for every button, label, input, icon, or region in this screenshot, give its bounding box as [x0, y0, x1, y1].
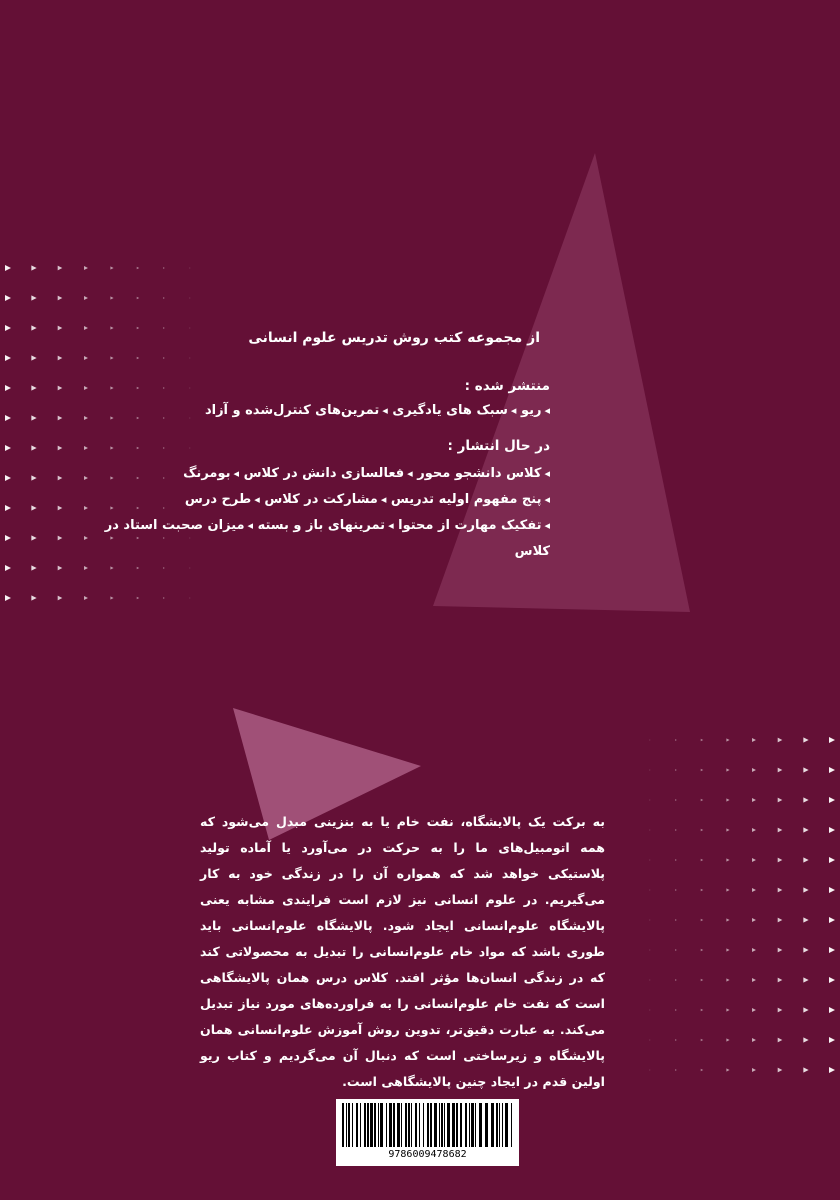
dot-mark	[829, 767, 835, 773]
dot-mark	[110, 596, 113, 599]
barcode-bar	[367, 1103, 369, 1147]
dot-mark	[701, 919, 704, 922]
barcode-bar	[401, 1103, 402, 1147]
dot-mark	[31, 475, 36, 480]
dot-mark	[675, 949, 677, 951]
dot-mark	[803, 797, 808, 802]
dot-mark	[726, 768, 729, 771]
dot-mark	[5, 565, 11, 571]
dot-mark	[31, 565, 36, 570]
dot-mark	[752, 768, 756, 772]
dot-mark	[163, 597, 165, 599]
barcode-bar	[374, 1103, 376, 1147]
dot-mark	[5, 325, 11, 331]
barcode-bar	[364, 1103, 366, 1147]
barcode	[336, 1099, 519, 1166]
dot-mark	[726, 1068, 729, 1071]
dot-mark	[675, 1009, 677, 1011]
dot-mark	[137, 357, 140, 360]
dot-mark	[829, 947, 835, 953]
dot-mark	[163, 267, 165, 269]
barcode-bar	[444, 1103, 445, 1147]
barcode-bar	[346, 1103, 347, 1147]
dot-mark	[675, 889, 677, 891]
dot-mark	[752, 918, 756, 922]
dot-mark	[31, 505, 36, 510]
barcode-bar	[465, 1103, 467, 1147]
published-item: ◂ ریو	[521, 403, 550, 418]
dot-mark	[675, 769, 677, 771]
barcode-bar	[352, 1103, 353, 1147]
dot-mark	[778, 768, 783, 773]
dot-mark	[701, 799, 704, 802]
barcode-bar	[502, 1103, 503, 1147]
dot-mark	[778, 948, 783, 953]
dot-mark	[752, 858, 756, 862]
dot-mark	[701, 859, 704, 862]
dot-mark	[778, 978, 783, 983]
dot-mark	[829, 917, 835, 923]
dot-mark	[84, 566, 88, 570]
dot-mark	[5, 415, 11, 421]
dot-mark	[58, 356, 63, 361]
dot-mark	[829, 977, 835, 983]
dot-mark	[726, 888, 729, 891]
dot-mark	[675, 919, 677, 921]
dot-mark	[163, 357, 165, 359]
dot-mark	[84, 386, 88, 390]
dot-mark	[58, 296, 63, 301]
barcode-bar	[415, 1103, 417, 1147]
dot-mark	[31, 325, 36, 330]
dot-mark	[110, 266, 113, 269]
barcode-bar	[505, 1103, 508, 1147]
in-progress-item: ◂ پنج مفهوم اولیه تدریس	[391, 492, 550, 507]
dot-mark	[675, 979, 677, 981]
dot-mark	[752, 1008, 756, 1012]
in-progress-item: ◂ میزان صحبت استاد در کلاس	[105, 518, 550, 559]
dot-mark	[649, 1009, 650, 1010]
dot-mark	[675, 799, 677, 801]
dot-mark	[701, 769, 704, 772]
dot-mark	[137, 567, 140, 570]
dot-mark	[31, 415, 36, 420]
dot-mark	[726, 858, 729, 861]
dot-mark	[752, 798, 756, 802]
dot-mark	[110, 356, 113, 359]
dot-mark	[726, 1038, 729, 1041]
dot-mark	[649, 979, 650, 980]
dot-mark	[675, 859, 677, 861]
dot-mark	[778, 1008, 783, 1013]
in-progress-item: ◂ بومرنگ	[183, 466, 239, 481]
dot-pattern-right	[649, 737, 835, 1073]
dot-mark	[701, 1039, 704, 1042]
barcode-bar	[389, 1103, 392, 1147]
barcode-bar	[491, 1103, 494, 1147]
barcode-bar	[452, 1103, 455, 1147]
dot-mark	[5, 445, 11, 451]
dot-mark	[649, 889, 650, 890]
in-progress-item: ◂ تفکیک مهارت از محتوا	[398, 518, 550, 533]
dot-mark	[31, 595, 36, 600]
barcode-bar	[469, 1103, 470, 1147]
dot-mark	[58, 266, 63, 271]
dot-mark	[726, 738, 729, 741]
barcode-bar	[460, 1103, 462, 1147]
series-title: از مجموعه کتب روش تدریس علوم انسانی	[248, 330, 540, 346]
in-progress-item: ◂ فعالسازی دانش در کلاس	[244, 466, 413, 481]
barcode-bar	[499, 1103, 500, 1147]
dot-mark	[829, 1037, 835, 1043]
dot-mark	[58, 446, 63, 451]
dot-mark	[84, 296, 88, 300]
dot-mark	[701, 1009, 704, 1012]
dot-mark	[803, 767, 808, 772]
barcode-bar	[356, 1103, 358, 1147]
dot-mark	[803, 857, 808, 862]
dot-mark	[701, 739, 704, 742]
in-progress-list	[80, 461, 550, 565]
barcode-bar	[471, 1103, 474, 1147]
dot-mark	[137, 597, 140, 600]
dot-mark	[778, 828, 783, 833]
barcode-bars	[340, 1103, 515, 1147]
dot-mark	[701, 829, 704, 832]
dot-mark	[829, 887, 835, 893]
dot-mark	[110, 296, 113, 299]
in-progress-label: در حال انتشار :	[447, 438, 550, 454]
dot-mark	[163, 567, 165, 569]
barcode-bar	[411, 1103, 412, 1147]
dot-mark	[803, 737, 808, 742]
dot-mark	[649, 1069, 650, 1070]
barcode-bar	[378, 1103, 379, 1147]
dot-mark	[58, 566, 63, 571]
dot-mark	[726, 1008, 729, 1011]
dot-mark	[778, 1068, 783, 1073]
dot-mark	[701, 949, 704, 952]
dot-mark	[675, 739, 677, 741]
dot-mark	[31, 355, 36, 360]
barcode-bar	[408, 1103, 410, 1147]
barcode-bar	[397, 1103, 400, 1147]
dot-mark	[675, 1069, 677, 1071]
dot-mark	[701, 979, 704, 982]
dot-mark	[803, 827, 808, 832]
dot-mark	[726, 978, 729, 981]
dot-mark	[829, 827, 835, 833]
dot-mark	[84, 266, 88, 270]
dot-mark	[778, 888, 783, 893]
dot-mark	[803, 1037, 808, 1042]
dot-mark	[84, 596, 88, 600]
dot-mark	[675, 1039, 677, 1041]
dot-mark	[778, 738, 783, 743]
barcode-bar	[430, 1103, 432, 1147]
barcode-bar	[393, 1103, 395, 1147]
barcode-bar	[380, 1103, 383, 1147]
dot-mark	[189, 597, 190, 598]
dot-mark	[189, 567, 190, 568]
dot-mark	[31, 385, 36, 390]
dot-mark	[163, 297, 165, 299]
dot-mark	[649, 949, 650, 950]
dot-mark	[649, 739, 650, 740]
published-label: منتشر شده :	[464, 378, 550, 394]
dot-mark	[58, 506, 63, 511]
dot-mark	[829, 857, 835, 863]
barcode-bar	[405, 1103, 407, 1147]
barcode-bar	[434, 1103, 437, 1147]
barcode-bar	[479, 1103, 482, 1147]
published-item: ◂ تمرین‌های کنترل‌شده و آزاد	[205, 403, 388, 418]
dot-mark	[829, 1007, 835, 1013]
dot-mark	[752, 1038, 756, 1042]
dot-mark	[726, 918, 729, 921]
dot-mark	[58, 476, 63, 481]
dot-mark	[58, 386, 63, 391]
dot-mark	[726, 948, 729, 951]
barcode-bar	[386, 1103, 387, 1147]
barcode-bar	[496, 1103, 498, 1147]
barcode-bar	[441, 1103, 443, 1147]
dot-mark	[137, 267, 140, 270]
dot-mark	[649, 769, 650, 770]
published-list	[80, 398, 550, 424]
barcode-bar	[348, 1103, 350, 1147]
dot-mark	[58, 536, 63, 541]
dot-mark	[778, 918, 783, 923]
dot-mark	[803, 977, 808, 982]
barcode-bar	[485, 1103, 488, 1147]
dot-mark	[110, 566, 113, 569]
barcode-bar	[511, 1103, 512, 1147]
dot-mark	[752, 828, 756, 832]
in-progress-item: ◂ طرح درس	[185, 492, 260, 507]
dot-mark	[5, 265, 11, 271]
dot-mark	[829, 737, 835, 743]
dot-mark	[803, 887, 808, 892]
barcode-bar	[475, 1103, 476, 1147]
dot-mark	[5, 355, 11, 361]
dot-mark	[829, 797, 835, 803]
dot-mark	[803, 1007, 808, 1012]
barcode-bar	[447, 1103, 450, 1147]
dot-mark	[58, 596, 63, 601]
barcode-bar	[360, 1103, 361, 1147]
barcode-bar	[342, 1103, 344, 1147]
dot-mark	[778, 858, 783, 863]
dot-mark	[649, 919, 650, 920]
dot-mark	[649, 1039, 650, 1040]
dot-mark	[701, 889, 704, 892]
dot-mark	[31, 265, 36, 270]
barcode-bar	[419, 1103, 420, 1147]
dot-mark	[5, 535, 11, 541]
dot-mark	[778, 1038, 783, 1043]
dot-mark	[649, 829, 650, 830]
dot-mark	[189, 297, 190, 298]
dot-mark	[649, 799, 650, 800]
dot-mark	[752, 1068, 756, 1072]
in-progress-item: ◂ کلاس دانشجو محور	[417, 466, 550, 481]
in-progress-item: ◂ تمرینهای باز و بسته	[258, 518, 394, 533]
dot-mark	[649, 859, 650, 860]
dot-mark	[58, 416, 63, 421]
dot-mark	[752, 738, 756, 742]
barcode-bar	[439, 1103, 440, 1147]
dot-mark	[189, 357, 190, 358]
barcode-bar	[427, 1103, 429, 1147]
dot-mark	[726, 798, 729, 801]
dot-mark	[189, 267, 190, 268]
in-progress-item: ◂ مشارکت در کلاس	[264, 492, 386, 507]
dot-mark	[5, 595, 11, 601]
dot-mark	[5, 385, 11, 391]
dot-mark	[84, 356, 88, 360]
dot-mark	[778, 798, 783, 803]
dot-mark	[84, 446, 88, 450]
dot-mark	[5, 475, 11, 481]
dot-mark	[31, 295, 36, 300]
dot-mark	[58, 326, 63, 331]
blurb-paragraph: به برکت یک پالایشگاه، نفت خام یا به بنزینی مبدل می‌شود که همه اتومبیل‌های ما را به حرکت در می‌آورد یا آماده تولید پلاستیکی خواهد شد که همواره آن را در زندگی خود به کار می‌گیریم. در علوم انسانی نیز لازم است فرایندی مشابه یعنی پالایشگاه علوم‌انسانی ایجاد شود. پالایشگاه علوم‌انسانی باید طوری باشد که مواد خام علوم‌انسانی را تبدیل به محصولاتی کند که در زندگی انسان‌ها مؤثر افتد. کلاس درس همان پالایشگاهی است که نفت خام علوم‌انسانی را به فراورده‌های مورد نیاز تبدیل می‌کند. به عبارت دقیق‌تر، تدوین روش آموزش علوم‌انسانی همان پالایشگاه و زیرساختی است که دنبال آن می‌گردیم و کتاب ریو اولین قدم در ایجاد چنین پالایشگاهی است.	[200, 814, 605, 1089]
dot-mark	[5, 295, 11, 301]
barcode-bar	[423, 1103, 424, 1147]
dot-mark	[5, 505, 11, 511]
dot-mark	[752, 978, 756, 982]
dot-mark	[675, 829, 677, 831]
dot-mark	[829, 1067, 835, 1073]
dot-mark	[726, 828, 729, 831]
dot-mark	[31, 535, 36, 540]
barcode-bar	[456, 1103, 458, 1147]
dot-mark	[752, 888, 756, 892]
dot-mark	[752, 948, 756, 952]
isbn-number: 9786009478682	[388, 1149, 467, 1160]
dot-mark	[701, 1069, 704, 1072]
dot-mark	[31, 445, 36, 450]
barcode-bar	[370, 1103, 373, 1147]
dot-mark	[803, 917, 808, 922]
published-item: ◂ سبک های یادگیری	[392, 403, 516, 418]
dot-mark	[803, 947, 808, 952]
dot-mark	[803, 1067, 808, 1072]
dot-mark	[137, 297, 140, 300]
